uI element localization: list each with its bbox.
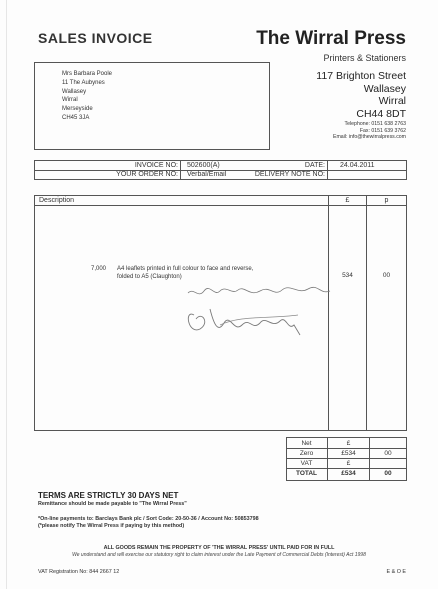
company-tagline: Printers & Stationers [323,53,406,63]
customer-area: Wirral [62,97,78,104]
sender-fax: Fax: 0151 639 3762 [359,127,406,134]
item-pounds: 534 [342,272,353,279]
net-label: Net [301,440,312,447]
sender-postcode: CH44 8DT [356,107,406,120]
bank-details: *On-line payments to: Barclays Bank plc / Sort Code: 20-50-36 / Account No: 50853798 [38,516,259,522]
sender-email: Email: info@thewirralpress.com [332,134,406,141]
customer-street: 11 The Aubynes [62,79,105,86]
customer-county: Merseyside [62,106,93,113]
goods-ownership-notice: ALL GOODS REMAIN THE PROPERTY OF 'THE WIRRAL PRESS' UNTIL PAID FOR IN FULL [103,545,335,551]
vat-label: VAT [300,460,313,467]
company-name: The Wirral Press [256,28,406,49]
sender-street: 117 Brighton Street [316,70,406,82]
zero-pounds: £534 [341,450,356,457]
item-qty: 7,000 [91,266,107,272]
date-label: DATE: [304,162,325,169]
handwritten-annotation [180,285,340,345]
document-title: SALES INVOICE [38,30,153,46]
online-payment-details [38,516,259,530]
description-header: Description [39,197,75,204]
item-description-line1: A4 leaflets printed in full colour to face and reverse, [117,266,254,272]
item-pence: 00 [382,272,391,279]
vat-pounds: £ [346,460,351,467]
date-value: 24.04.2011 [340,162,375,169]
total-pounds: £534 [341,470,356,477]
sender-town: Wallasey [363,82,406,95]
payment-terms: TERMS ARE STRICTLY 30 DAYS NET [38,491,179,500]
customer-name: Mrs Barbara Poole [62,71,113,77]
customer-address [62,70,112,123]
your-order-label: YOUR ORDER NO: [116,171,178,178]
customer-postcode: CH45 3JA [62,114,90,121]
items-col-rule [366,196,367,430]
customer-town: Wallasey [62,88,87,95]
page-edge-shadow [6,0,7,589]
total-pence: 00 [384,470,392,477]
invoice-no-label: INVOICE NO: [134,162,178,169]
net-pounds: £ [346,440,351,447]
invoice-no-value: 502600(A) [187,162,220,169]
total-label: TOTAL [295,470,318,477]
payment-notify-note: (*please notify The Wirral Press if paying by this method) [38,523,185,530]
zero-label: Zero [299,450,314,457]
errors-omissions-excepted: E & O E [386,569,406,575]
zero-pence: 00 [384,450,392,457]
sender-telephone: Telephone: 0151 638 2763 [344,121,406,127]
sender-contacts [333,121,406,141]
sender-address [316,70,406,120]
delivery-note-label: DELIVERY NOTE NO: [254,171,325,178]
remittance-note: Remittance should be made payable to "The Wirral Press" [38,501,187,507]
your-order-value: Verbal/Email [187,171,227,178]
pence-header: p [384,197,389,204]
reference-table [34,160,407,180]
totals-table [286,437,407,481]
vat-registration: VAT Registration No: 844 2667 12 [38,569,120,575]
sender-area: Wirral [378,95,406,108]
reference-col-rule [327,161,328,179]
pounds-header: £ [345,197,350,204]
item-description-line2: folded to A5 (Claughton) [117,274,182,280]
interest-rights-notice: We understand and will exercise our statutory right to claim interest under the Late Payment of Commercial Debts (Interest) Act 1998 [72,552,366,558]
